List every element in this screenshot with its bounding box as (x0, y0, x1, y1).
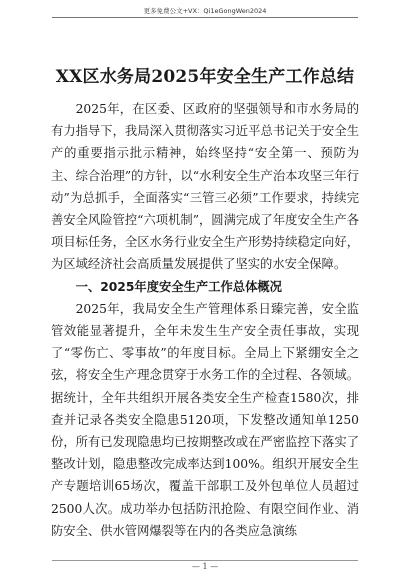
section-heading: 一、2025年度安全生产工作总体概况 (75, 279, 282, 294)
footer-divider (52, 560, 358, 561)
intro-paragraph: 2025年，在区委、区政府的坚强领导和市水务局的有力指导下，我局深入贯彻落实习近平总书记关于安全生产的重要指示批示精神，始终坚持“安全第一、预防为主、综合治理”的方针，以“水利安全生产治本攻坚三年行动”为总抓手，全面落实“三管三必须”工作要求，持续完善安全风险管控“六项机制”，圆满完成了年度安全生产各项目标任务，全区水务行业安全生产形势持续稳定向好，为区域经济社会高质量发展提供了坚实的水安全保障。 (51, 102, 359, 272)
section-paragraph: 2025年，我局安全生产管理体系日臻完善，安全监管效能显著提升，全年未发生生产安全责任事故，实现了“零伤亡、零事故”的年度目标。全局上下紧绷安全之弦，将安全生产理念贯穿于水务工作的全过程、各领域。据统计，全年共组织开展各类安全生产检查1580次，排查并记录各类安全隐患5120项，下发整改通知单1250份，所有已发现隐患均已按期整改或在严密监控下落实了整改计划，隐患整改完成率达到100%。组织开展安全生产专题培训65场次，覆盖干部职工及外包单位人员超过2500人次。成功举办包括防汛抢险、有限空间作业、消防安全、供水管网爆裂等在内的各类应急演练 (51, 301, 359, 538)
document-title: XX区水务局2025年安全生产工作总结 (55, 67, 355, 87)
page-number: — 1 — (191, 562, 219, 571)
header-divider (52, 17, 358, 18)
document-body (51, 98, 359, 542)
header-note: 更多免费公文+VX：Qi1eGongWen2024 (143, 7, 267, 15)
